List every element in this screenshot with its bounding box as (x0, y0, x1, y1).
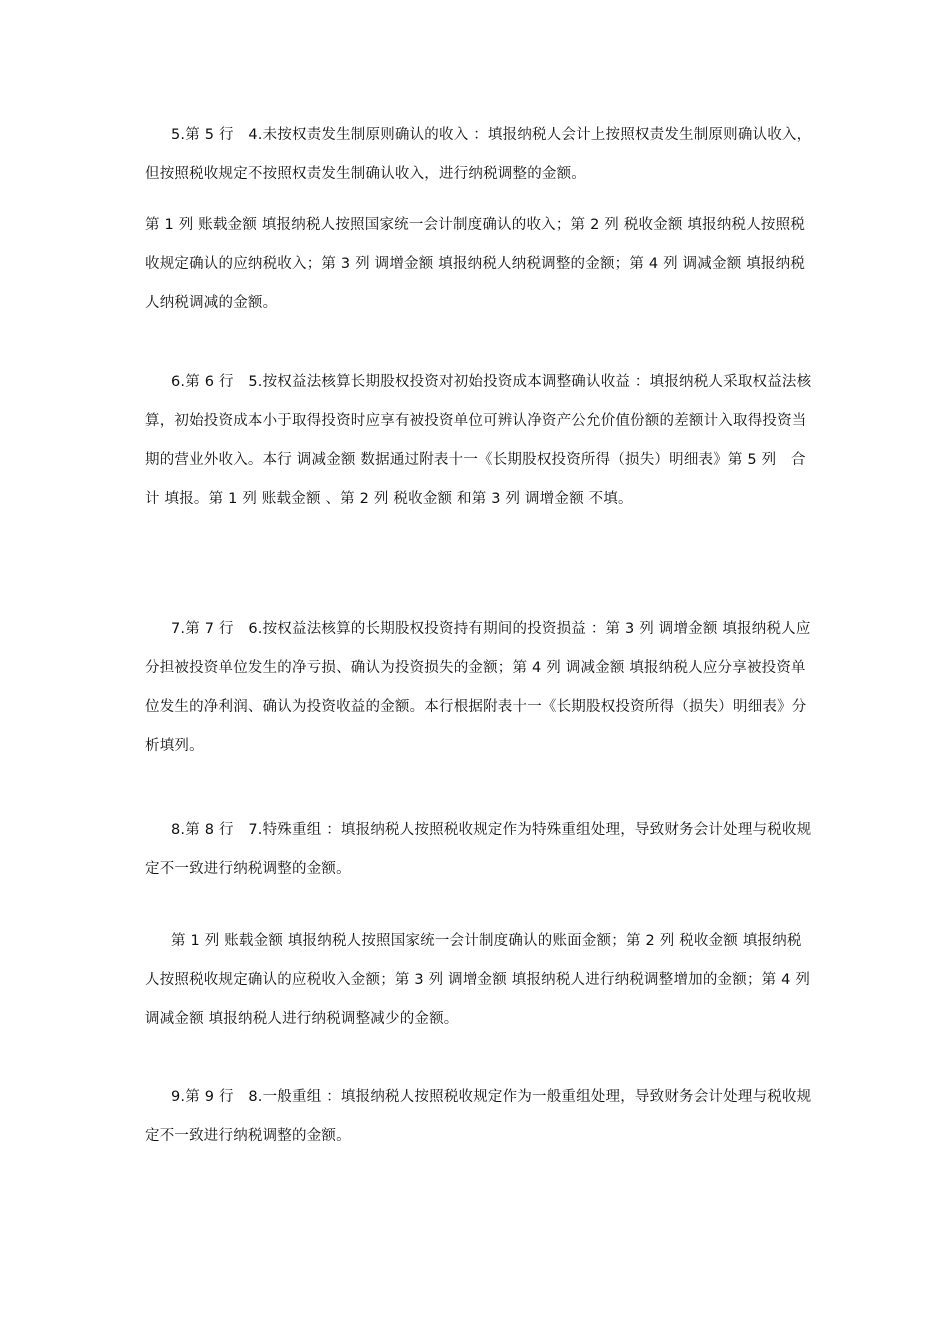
paragraph-row8-columns: 第 1 列 账载金额 填报纳税人按照国家统一会计制度确认的账面金额；第 2 列 税收金额 填报纳税人按照税收规定确认的应税收入金额；第 3 列 调增金额 填报纳税人进行纳税调整增加的金额；第 4 列 调减金额 填报纳税人进行纳税调整减少的金额。 (145, 933, 811, 1027)
paragraph-row5: 5.第 5 行 4.未按权责发生制原则确认的收入 ：填报纳税人会计上按照权责发生制原则确认收入，但按照税收规定不按照权责发生制确认收入，进行纳税调整的金额。 (145, 127, 812, 182)
paragraph-row8: 8.第 8 行 7.特殊重组 ：填报纳税人按照税收规定作为特殊重组处理，导致财务会计处理与税收规定不一致进行纳税调整的金额。 (145, 822, 812, 877)
paragraph-row6: 6.第 6 行 5.按权益法核算长期股权投资对初始投资成本调整确认收益 ：填报纳税人采取权益法核算，初始投资成本小于取得投资时应享有被投资单位可辨认净资产公允价值份额的差额计入取得投资当期的营业外收入。本行 调减金额 数据通过附表十一《长期股权投资所得（损失）明细表》第 5 列 合计 填报。第 1 列 账载金额 、第 2 列 税收金额 和第 3 列 调增金额 不填。 (145, 374, 812, 507)
paragraph-row7: 7.第 7 行 6.按权益法核算的长期股权投资持有期间的投资损益 ：第 3 列 调增金额 填报纳税人应分担被投资单位发生的净亏损、确认为投资损失的金额；第 4 列 调减金额 填报纳税人应分享被投资单位发生的净利润、确认为投资收益的金额。本行根据附表十一《长期股权投资所得（损失）明细表》分析填列。 (145, 621, 811, 754)
paragraph-row5-columns: 第 1 列 账载金额 填报纳税人按照国家统一会计制度确认的收入；第 2 列 税收金额 填报纳税人按照税收规定确认的应纳税收入；第 3 列 调增金额 填报纳税人纳税调整的金额；第 4 列 调减金额 填报纳税人纳税调减的金额。 (145, 217, 806, 311)
paragraph-row9: 9.第 9 行 8.一般重组 ：填报纳税人按照税收规定作为一般重组处理，导致财务会计处理与税收规定不一致进行纳税调整的金额。 (145, 1089, 812, 1144)
